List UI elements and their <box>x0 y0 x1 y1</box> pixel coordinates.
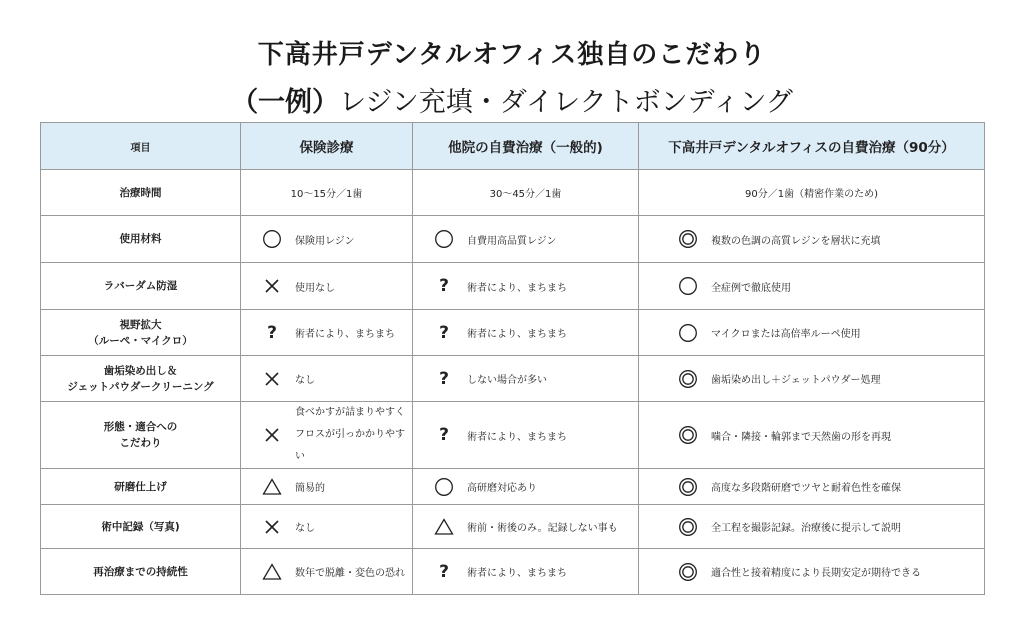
cell-text: 全工程を撮影記録。治療後に提示して説明 <box>711 523 901 534</box>
cell-our-clinic <box>639 356 985 402</box>
question-mark-icon: ? <box>439 561 449 582</box>
double-circle-icon <box>677 368 699 390</box>
cross-icon <box>261 424 283 446</box>
cell-insurance <box>241 505 413 549</box>
question-mark-icon: ? <box>267 322 277 343</box>
cell-other-clinic <box>413 310 639 356</box>
table-row <box>41 505 985 549</box>
row-label-line: 使用材料 <box>119 233 162 245</box>
cell-insurance <box>241 216 413 263</box>
circle-icon <box>677 275 699 297</box>
cell-other-clinic <box>413 469 639 505</box>
row-label <box>41 216 241 263</box>
row-label-line: 治療時間 <box>119 186 162 199</box>
cell-our-clinic <box>639 402 985 469</box>
circle-icon <box>433 476 455 498</box>
cell-insurance <box>241 263 413 310</box>
circle-icon <box>433 228 455 250</box>
table-row <box>41 216 985 263</box>
row-label <box>41 170 241 216</box>
double-circle-icon <box>677 228 699 250</box>
header-other-clinic: 他院の自費治療（一般的) <box>413 123 639 170</box>
comparison-table <box>40 122 985 595</box>
time-cell-other-clinic: 30〜45分／1歯 <box>413 170 639 216</box>
cell-text: 適合性と接着精度により長期安定が期待できる <box>711 568 921 579</box>
cell-text: マイクロまたは高倍率ルーペ使用 <box>711 329 861 340</box>
cell-text-line: フロスが引っかかりやすい <box>295 429 405 462</box>
cell-text: なし <box>295 375 315 386</box>
cell-other-clinic <box>413 356 639 402</box>
row-label <box>41 263 241 310</box>
table-row <box>41 263 985 310</box>
cell-text: 術者により、まちまち <box>467 329 567 340</box>
cell-our-clinic <box>639 263 985 310</box>
row-label <box>41 402 241 469</box>
cell-text: 使用なし <box>295 282 335 294</box>
row-label-line: こだわり <box>119 437 162 449</box>
row-label-line: ジェットパウダークリーニング <box>67 380 214 393</box>
cell-text: 全症例で徹底使用 <box>711 282 791 294</box>
cell-text: 数年で脱離・変色の恐れ <box>295 568 405 579</box>
cell-other-clinic <box>413 549 639 595</box>
cell-text: 術者により、まちまち <box>467 431 567 443</box>
cell-our-clinic <box>639 549 985 595</box>
cell-text: 複数の色調の高質レジンを層状に充填 <box>711 235 881 247</box>
table-row <box>41 356 985 402</box>
subtitle-main: レジン充填・ダイレクトボンディング <box>339 87 793 118</box>
cell-our-clinic <box>639 469 985 505</box>
table-row <box>41 402 985 469</box>
question-mark-icon: ? <box>439 322 449 343</box>
cell-insurance <box>241 469 413 505</box>
cell-text: 歯垢染め出し＋ジェットパウダー処理 <box>711 375 881 386</box>
table-row <box>41 170 985 216</box>
row-label <box>41 310 241 356</box>
cell-insurance <box>241 356 413 402</box>
circle-icon <box>677 322 699 344</box>
cell-text: 高研磨対応あり <box>467 483 537 494</box>
row-label <box>41 356 241 402</box>
double-circle-icon <box>677 424 699 446</box>
row-label-line: ラバーダム防湿 <box>103 280 178 292</box>
row-label-line: 歯垢染め出し＆ <box>103 364 178 377</box>
table-row <box>41 310 985 356</box>
header-our-clinic: 下高井戸デンタルオフィスの自費治療（90分） <box>639 123 985 170</box>
cell-text: 簡易的 <box>295 483 325 494</box>
triangle-icon <box>433 516 455 538</box>
cell-our-clinic <box>639 310 985 356</box>
triangle-icon <box>261 561 283 583</box>
cell-text: しない場合が多い <box>467 375 547 386</box>
cell-text: 保険用レジン <box>295 235 355 247</box>
row-label-line: 研磨仕上げ <box>114 480 167 493</box>
double-circle-icon <box>677 476 699 498</box>
cell-text: 術者により、まちまち <box>295 329 395 340</box>
table-row <box>41 469 985 505</box>
cell-text: 術者により、まちまち <box>467 282 567 294</box>
double-circle-icon <box>677 516 699 538</box>
cell-our-clinic <box>639 505 985 549</box>
cell-text: 術前・術後のみ。記録しない事も <box>467 523 618 534</box>
row-label-line: 形態・適合への <box>103 421 178 433</box>
double-circle-icon <box>677 561 699 583</box>
header-insurance: 保険診療 <box>241 123 413 170</box>
page-subtitle <box>0 80 1024 119</box>
cell-text: 高度な多段階研磨でツヤと耐着色性を確保 <box>711 483 901 494</box>
cell-insurance <box>241 402 413 469</box>
page-title: 下高井戸デンタルオフィス独自のこだわり <box>257 40 767 70</box>
row-label-line: 視野拡大 <box>119 318 162 331</box>
row-label <box>41 549 241 595</box>
row-label <box>41 469 241 505</box>
question-mark-icon: ? <box>439 425 449 445</box>
cell-text: なし <box>295 523 315 534</box>
table-header-row <box>41 123 985 170</box>
cross-icon <box>261 516 283 538</box>
row-label-line: （ルーペ・マイクロ） <box>88 334 193 347</box>
cell-text: 自費用高品質レジン <box>467 235 557 247</box>
triangle-icon <box>261 476 283 498</box>
cell-other-clinic <box>413 402 639 469</box>
row-label <box>41 505 241 549</box>
cell-text-line: 食べかすが詰まりやすく <box>295 407 405 418</box>
cell-text: 術者により、まちまち <box>467 568 567 579</box>
cell-our-clinic <box>639 216 985 263</box>
cell-insurance <box>241 310 413 356</box>
circle-icon <box>261 228 283 250</box>
time-cell-insurance: 10〜15分／1歯 <box>241 170 413 216</box>
cell-other-clinic <box>413 505 639 549</box>
cell-insurance <box>241 549 413 595</box>
table-row <box>41 549 985 595</box>
cell-other-clinic <box>413 216 639 263</box>
cell-other-clinic <box>413 263 639 310</box>
time-cell-our-clinic: 90分／1歯（精密作業のため) <box>639 170 985 216</box>
question-mark-icon: ? <box>439 276 449 296</box>
cell-text: 噛合・隣接・輪郭まで天然歯の形を再現 <box>711 431 891 443</box>
cross-icon <box>261 368 283 390</box>
question-mark-icon: ? <box>439 368 449 389</box>
cross-icon <box>261 275 283 297</box>
row-label-line: 再治療までの持続性 <box>93 565 188 578</box>
subtitle-prefix: （一例） <box>231 87 340 118</box>
row-label-line: 術中記録（写真) <box>101 520 180 533</box>
header-item: 項目 <box>41 123 241 170</box>
